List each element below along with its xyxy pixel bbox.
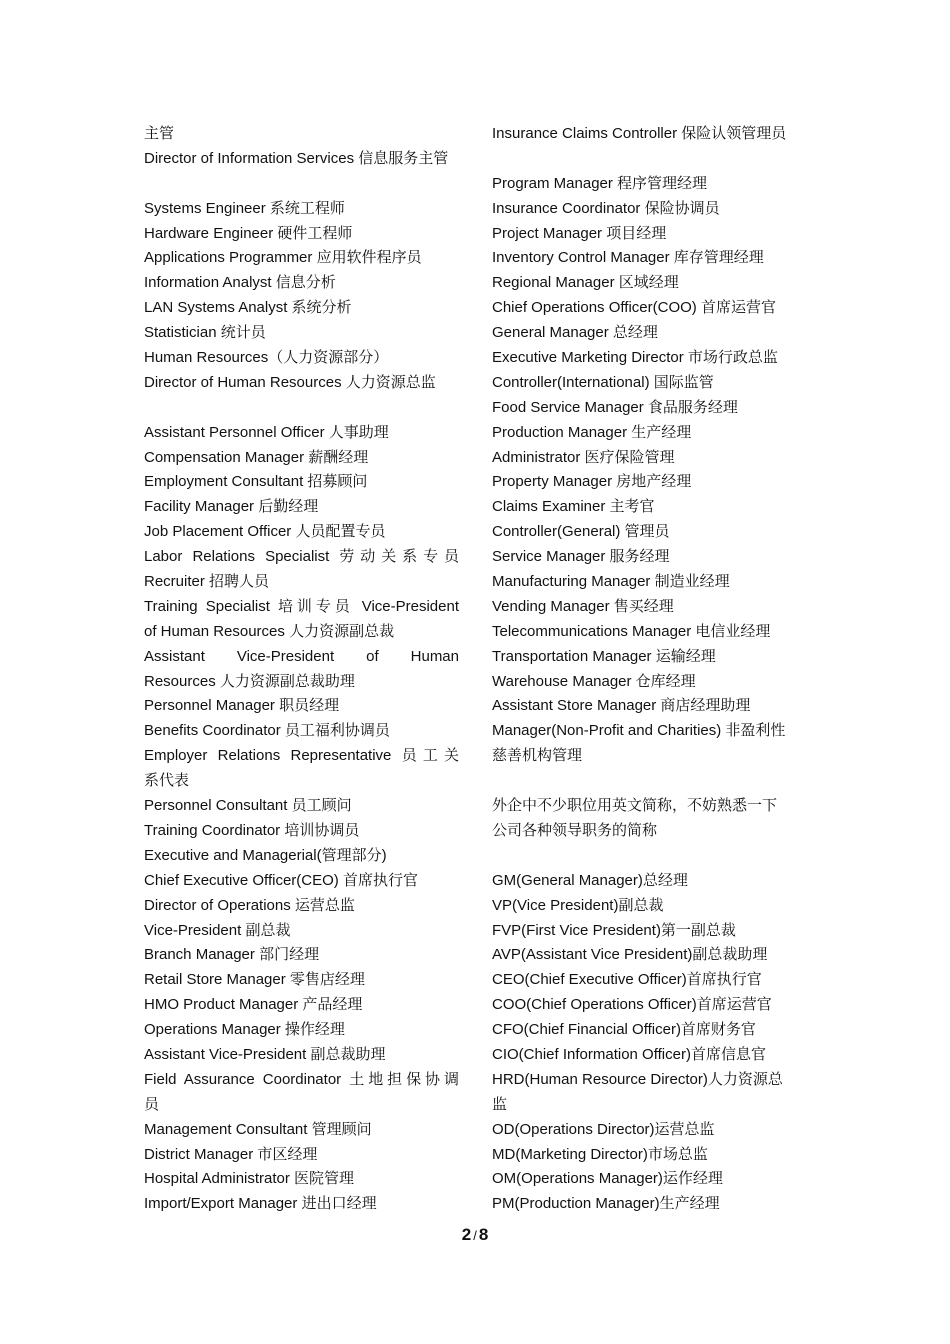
text-line: VP(Vice President)副总裁 — [492, 896, 664, 914]
text-line: Assistant Vice-President 副总裁助理 — [144, 1045, 386, 1063]
text-line: AVP(Assistant Vice President)副总裁助理 — [492, 946, 768, 964]
text-line: Director of Human Resources 人力资源总监 — [144, 373, 436, 391]
text-line: Manufacturing Manager 制造业经理 — [492, 573, 730, 591]
text-line: Operations Manager 操作经理 — [144, 1021, 345, 1039]
text-line: Recruiter 招聘人员 — [144, 573, 270, 591]
text-line: Training Coordinator 培训协调员 — [144, 821, 360, 839]
text-line: Facility Manager 后勤经理 — [144, 498, 319, 516]
page-current: 2 — [461, 1225, 472, 1244]
text-line: Claims Examiner 主考官 — [492, 498, 655, 516]
text-line: Assistant Personnel Officer 人事助理 — [144, 423, 389, 441]
text-line: Import/Export Manager 进出口经理 — [144, 1195, 377, 1213]
text-line — [144, 172, 459, 197]
text-line: Inventory Control Manager 库存管理经理 — [492, 249, 764, 267]
text-line — [492, 769, 807, 794]
text-line: Chief Operations Officer(COO) 首席运营官 — [492, 299, 776, 317]
text-line — [144, 396, 459, 421]
text-line: Project Manager 项目经理 — [492, 224, 667, 242]
text-line: 监 — [492, 1095, 508, 1113]
text-line: Assistant Vice-President of Human — [144, 647, 459, 665]
text-line: Management Consultant 管理顾问 — [144, 1120, 372, 1138]
text-line: Human Resources（人力资源部分） — [144, 349, 389, 367]
text-line: 系代表 — [144, 772, 190, 790]
text-line: Resources 人力资源副总裁助理 — [144, 672, 355, 690]
text-line: Job Placement Officer 人员配置专员 — [144, 523, 386, 541]
left-column — [144, 122, 459, 1217]
text-line: 外企中不少职位用英文简称，不妨熟悉一下 — [492, 797, 778, 815]
text-line — [492, 844, 807, 869]
text-line: District Manager 市区经理 — [144, 1145, 318, 1163]
text-line: General Manager 总经理 — [492, 324, 658, 342]
text-line: Controller(International) 国际监管 — [492, 373, 714, 391]
text-line — [492, 147, 807, 172]
text-line: HRD(Human Resource Director)人力资源总 — [492, 1070, 783, 1088]
text-line: Manager(Non-Profit and Charities) 非盈利性 — [492, 722, 786, 740]
text-line: Transportation Manager 运输经理 — [492, 647, 716, 665]
text-line: Executive and Managerial(管理部分) — [144, 846, 387, 864]
text-line: Branch Manager 部门经理 — [144, 946, 320, 964]
text-line: Retail Store Manager 零售店经理 — [144, 971, 365, 989]
text-line: Vice-President 副总裁 — [144, 921, 291, 939]
text-line: Program Manager 程序管理经理 — [492, 174, 708, 192]
text-line: Chief Executive Officer(CEO) 首席执行官 — [144, 871, 418, 889]
text-line: CFO(Chief Financial Officer)首席财务官 — [492, 1021, 756, 1039]
text-line: Statistician 统计员 — [144, 324, 266, 342]
text-line: Labor Relations Specialist 劳动关系专员 — [144, 548, 459, 566]
text-line: Director of Information Services 信息服务主管 — [144, 149, 449, 167]
text-line: Insurance Claims Controller 保险认领管理员 — [492, 125, 787, 142]
text-line: Regional Manager 区域经理 — [492, 274, 679, 292]
text-line: COO(Chief Operations Officer)首席运营官 — [492, 996, 772, 1014]
text-line: Compensation Manager 薪酬经理 — [144, 448, 369, 466]
text-line: Employer Relations Representative 员工关 — [144, 747, 459, 765]
text-line: FVP(First Vice President)第一副总裁 — [492, 921, 736, 939]
text-line: 员 — [144, 1095, 160, 1113]
text-line: LAN Systems Analyst 系统分析 — [144, 299, 352, 317]
text-line: Personnel Consultant 员工顾问 — [144, 797, 352, 815]
text-line: Hardware Engineer 硬件工程师 — [144, 224, 353, 242]
text-line: Insurance Coordinator 保险协调员 — [492, 199, 720, 217]
text-line: Warehouse Manager 仓库经理 — [492, 672, 696, 690]
text-line: Production Manager 生产经理 — [492, 423, 692, 441]
text-line: 公司各种领导职务的简称 — [492, 821, 658, 839]
text-line: OD(Operations Director)运营总监 — [492, 1120, 715, 1138]
text-line: Director of Operations 运营总监 — [144, 896, 355, 914]
text-line: CEO(Chief Executive Officer)首席执行官 — [492, 971, 762, 989]
text-line: Vending Manager 售买经理 — [492, 597, 674, 615]
text-line: OM(Operations Manager)运作经理 — [492, 1170, 723, 1188]
text-line: 主管 — [144, 125, 175, 142]
text-line: Assistant Store Manager 商店经理助理 — [492, 697, 751, 715]
text-line: Service Manager 服务经理 — [492, 548, 670, 566]
text-line: MD(Marketing Director)市场总监 — [492, 1145, 708, 1163]
text-line: CIO(Chief Information Officer)首席信息官 — [492, 1045, 766, 1063]
text-line: Training Specialist 培训专员 Vice-President — [144, 597, 459, 615]
text-line: 慈善机构管理 — [492, 747, 583, 765]
text-line: Telecommunications Manager 电信业经理 — [492, 622, 771, 640]
page-total: 8 — [478, 1225, 489, 1244]
text-line: Hospital Administrator 医院管理 — [144, 1170, 355, 1188]
text-line: of Human Resources 人力资源副总裁 — [144, 622, 395, 640]
text-line: HMO Product Manager 产品经理 — [144, 996, 363, 1014]
text-line: Controller(General) 管理员 — [492, 523, 670, 541]
text-line: Employment Consultant 招募顾问 — [144, 473, 368, 491]
right-column — [492, 122, 807, 1217]
text-line: Executive Marketing Director 市场行政总监 — [492, 349, 778, 367]
text-line: Applications Programmer 应用软件程序员 — [144, 249, 422, 267]
text-line: Food Service Manager 食品服务经理 — [492, 398, 738, 416]
text-line: Field Assurance Coordinator 土地担保协调 — [144, 1070, 459, 1088]
text-line: GM(General Manager)总经理 — [492, 871, 688, 889]
text-line: Systems Engineer 系统工程师 — [144, 199, 345, 217]
text-line: Property Manager 房地产经理 — [492, 473, 692, 491]
text-line: Benefits Coordinator 员工福利协调员 — [144, 722, 390, 740]
text-line: Administrator 医疗保险管理 — [492, 448, 675, 466]
text-line: PM(Production Manager)生产经理 — [492, 1195, 720, 1213]
text-line: Information Analyst 信息分析 — [144, 274, 336, 292]
page-number — [0, 1225, 950, 1245]
page-separator: / — [473, 1228, 477, 1243]
text-line: Personnel Manager 职员经理 — [144, 697, 340, 715]
